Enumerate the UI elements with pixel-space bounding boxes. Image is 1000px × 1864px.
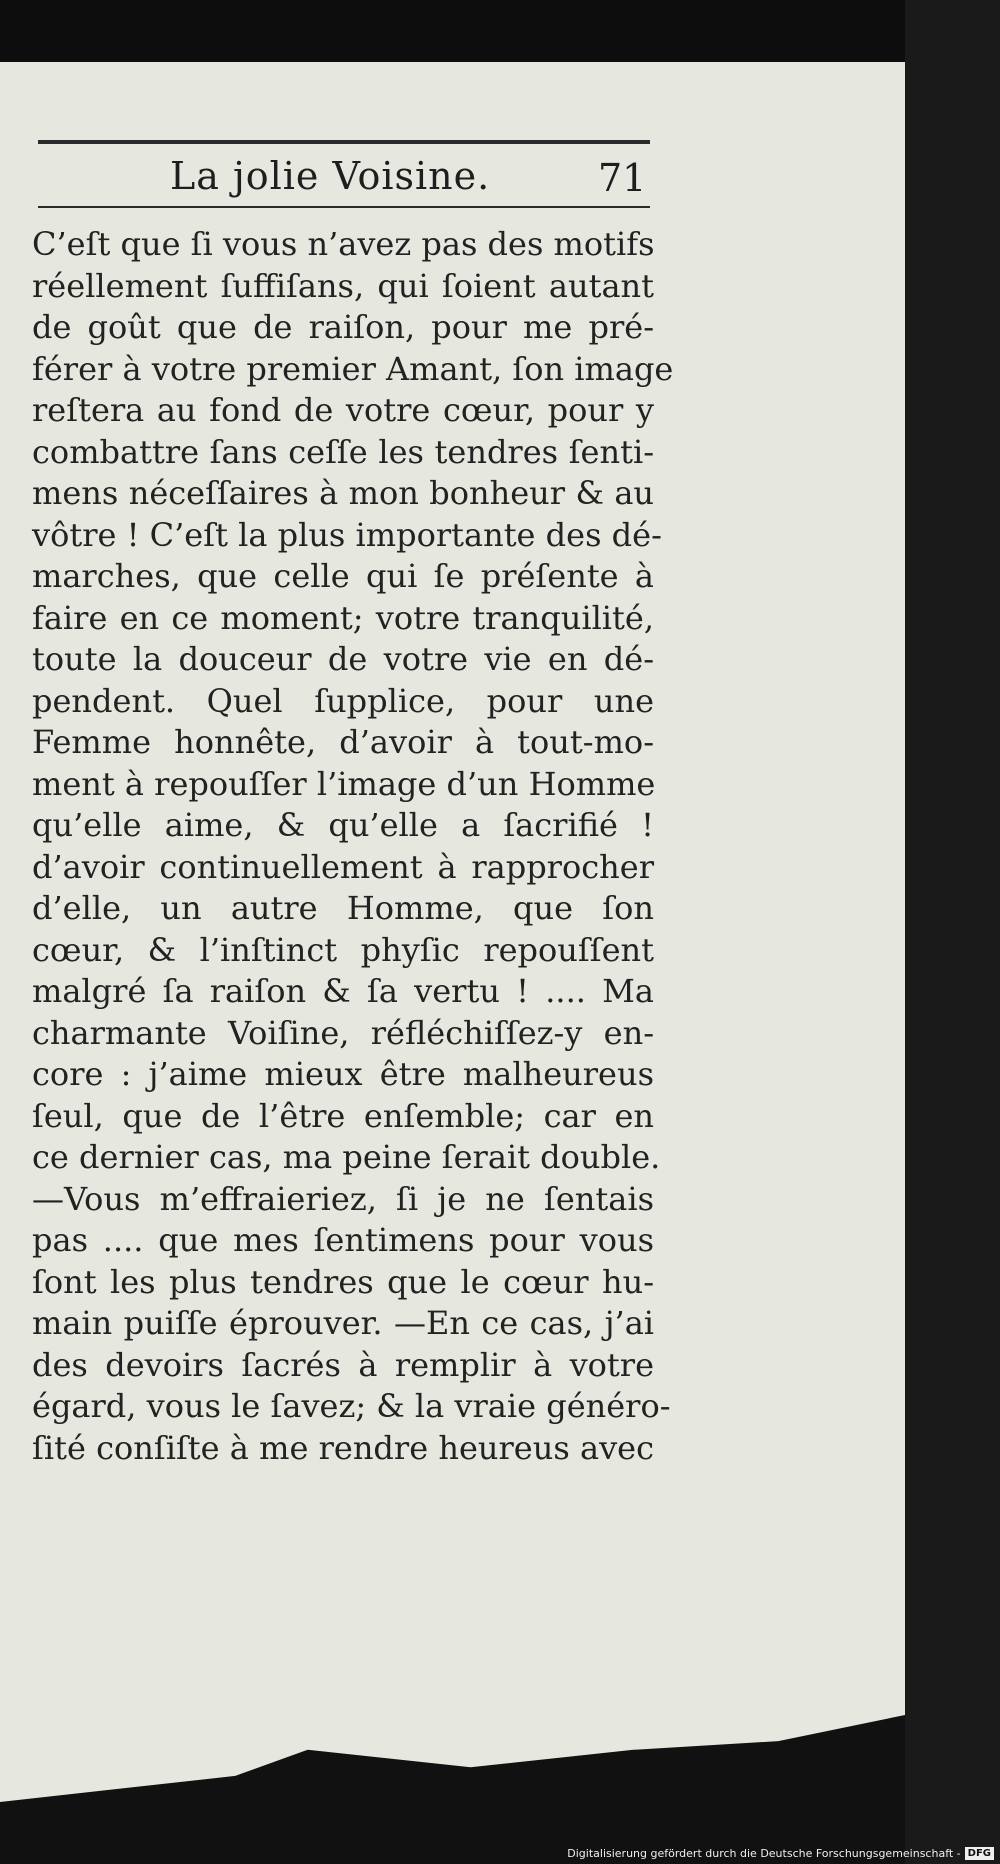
text-line: marches, que celle qui ſe préſente à xyxy=(32,557,654,595)
text-line: charmante Voiſine, réfléchiſſez-y en- xyxy=(32,1013,654,1052)
text-line: d’elle, un autre Homme, que ſon xyxy=(32,889,654,927)
text-line: faire en ce moment; votre tranquilité, xyxy=(32,598,654,637)
text-line: férer à votre premier Amant, ſon image xyxy=(32,349,674,388)
text-line: Femme honnête, d’avoir à tout-mo- xyxy=(32,723,654,761)
text-line: C’eſt que ſi vous n’avez pas des motifs xyxy=(32,225,655,263)
text-line: main puiſſe éprouver. —En ce cas, j’ai xyxy=(32,1304,654,1342)
text-line: vôtre ! C’eſt la plus importante des dé- xyxy=(32,515,662,554)
text-line: toute la douceur de votre vie en dé- xyxy=(32,640,654,678)
credit-text: Digitalisierung gefördert durch die Deutsche Forschungsgemeinschaft - xyxy=(567,1847,961,1860)
text-line: réellement ſuffiſans, qui ſoient autant xyxy=(32,266,654,305)
text-line: pendent. Quel ſupplice, pour une xyxy=(32,681,654,720)
text-line: égard, vous le ſavez; & la vraie généro- xyxy=(32,1387,671,1425)
text-line: —Vous m’effraieriez, ſi je ne ſentais xyxy=(32,1179,654,1218)
text-line: mens néceſſaires à mon bonheur & au xyxy=(32,474,654,512)
text-line: pas .... que mes ſentimens pour vous xyxy=(32,1221,654,1259)
page-number: 71 xyxy=(598,156,647,200)
text-line: cœur, & l’inſtinct phyſic repouſſent xyxy=(32,930,654,969)
header-rule-bottom xyxy=(38,206,650,208)
text-line: ce dernier cas, ma peine ſerait double. xyxy=(32,1138,661,1176)
header-rule-top xyxy=(38,140,650,144)
text-line: ment à repouſſer l’image d’un Homme xyxy=(32,764,656,803)
running-title: La jolie Voisine. xyxy=(170,154,491,198)
text-line: ſont les plus tendres que le cœur hu- xyxy=(32,1262,654,1301)
text-line: ſité conſiſte à me rendre heureus avec xyxy=(32,1428,654,1467)
text-line: combattre ſans ceſſe les tendres ſenti- xyxy=(32,432,654,471)
text-line: malgré ſa raiſon & ſa vertu ! .... Ma xyxy=(32,972,654,1010)
digitization-credit xyxy=(567,1847,994,1860)
text-line: de goût que de raiſon, pour me pré- xyxy=(32,308,654,346)
text-line: d’avoir continuellement à rapprocher xyxy=(32,847,654,886)
page-text xyxy=(32,224,674,1469)
scan-right-margin xyxy=(905,0,1000,1864)
text-line: reſtera au fond de votre cœur, pour y xyxy=(32,391,654,429)
text-line: des devoirs ſacrés à remplir à votre xyxy=(32,1345,654,1384)
text-line: core : j’aime mieux être malheureus xyxy=(32,1055,654,1093)
text-line: ſeul, que de l’être enſemble; car en xyxy=(32,1096,654,1135)
text-line: qu’elle aime, & qu’elle a ſacrifié ! xyxy=(32,806,654,844)
dfg-logo: DFG xyxy=(965,1847,994,1860)
scan-top-margin xyxy=(0,0,1000,62)
